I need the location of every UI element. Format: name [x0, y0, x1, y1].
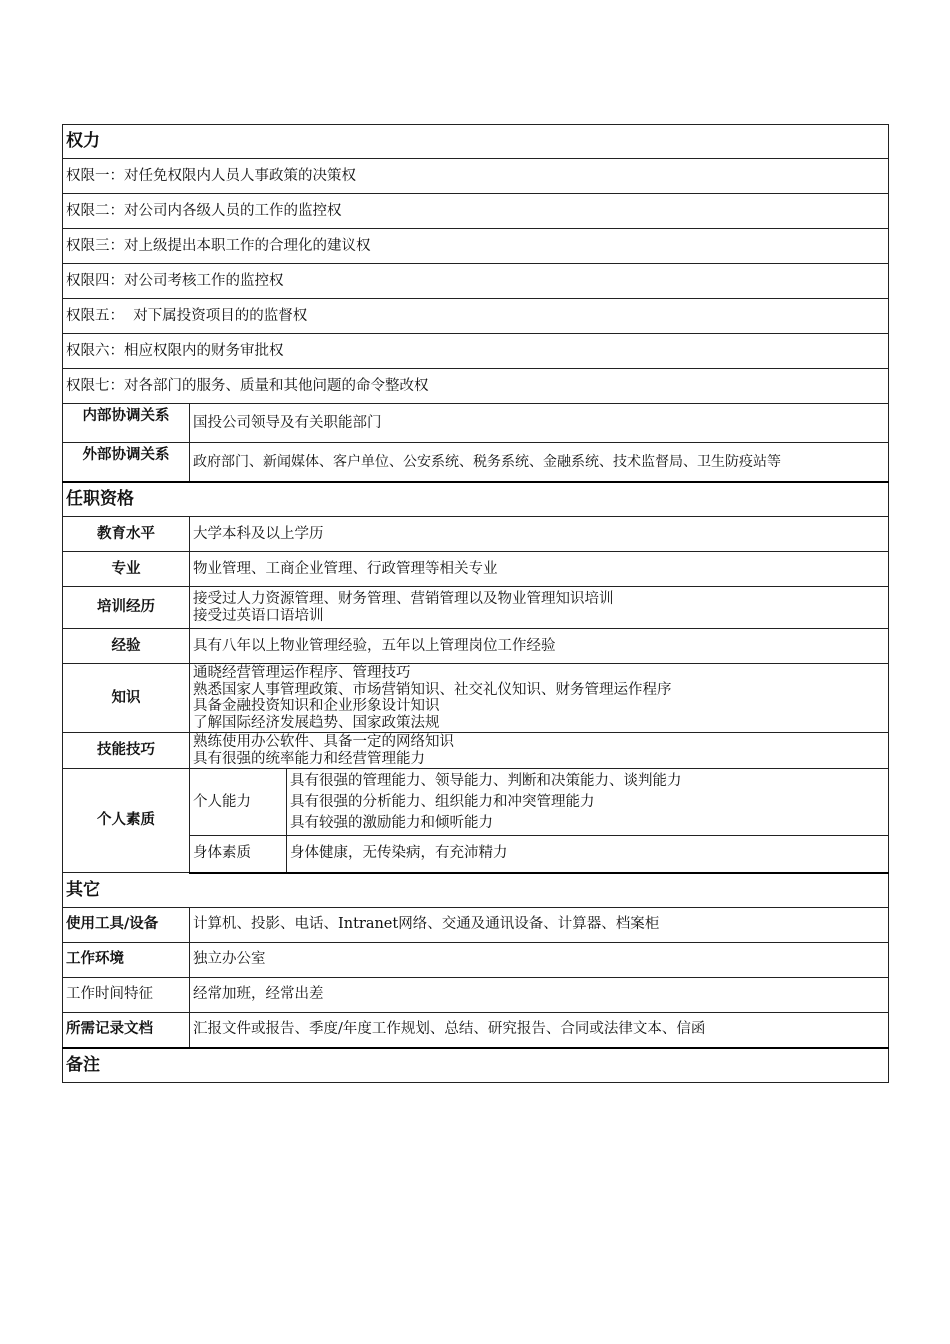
knowledge-line: 了解国际经济发展趋势、国家政策法规: [193, 714, 440, 731]
training-line: 接受过人力资源管理、财务管理、营销管理以及物业管理知识培训: [193, 591, 614, 607]
work-time-label: 工作时间特征: [63, 977, 190, 1012]
power-item-7: 权限七：对各部门的服务、质量和其他问题的命令整改权: [63, 369, 889, 404]
tools-label: 使用工具/设备: [63, 907, 190, 942]
internal-relation-value: 国投公司领导及有关职能部门: [190, 404, 889, 443]
section-title-other: 其它: [63, 873, 889, 908]
ability-label: 个人能力: [190, 769, 287, 836]
skills-value: [190, 733, 889, 769]
tools-value: 计算机、投影、电话、Intranet网络、交通及通讯设备、计算器、档案柜: [190, 907, 889, 942]
ability-line: 具有很强的管理能力、领导能力、判断和决策能力、谈判能力: [290, 772, 682, 789]
external-relation-label: 外部协调关系: [63, 443, 190, 483]
records-label: 所需记录文档: [63, 1012, 190, 1048]
power-item-2: 权限二：对公司内各级人员的工作的监控权: [63, 194, 889, 229]
power-item-6: 权限六：相应权限内的财务审批权: [63, 334, 889, 369]
knowledge-line: 熟悉国家人事管理政策、市场营销知识、社交礼仪知识、财务管理运作程序: [193, 681, 672, 698]
experience-value: 具有八年以上物业管理经验，五年以上管理岗位工作经验: [190, 629, 889, 664]
skills-label: 技能技巧: [63, 733, 190, 769]
records-value: 汇报文件或报告、季度/年度工作规划、总结、研究报告、合同或法律文本、信函: [190, 1012, 889, 1048]
power-item-1: 权限一：对任免权限内人员人事政策的决策权: [63, 159, 889, 194]
major-value: 物业管理、工商企业管理、行政管理等相关专业: [190, 552, 889, 587]
environment-label: 工作环境: [63, 942, 190, 977]
section-title-qualification: 任职资格: [63, 482, 889, 517]
experience-label: 经验: [63, 629, 190, 664]
physical-value: 身体健康，无传染病，有充沛精力: [287, 836, 889, 873]
education-value: 大学本科及以上学历: [190, 517, 889, 552]
training-label: 培训经历: [63, 587, 190, 629]
skills-line: 具有很强的统率能力和经营管理能力: [193, 750, 425, 767]
training-value: [190, 587, 889, 629]
ability-line: 具有较强的激励能力和倾听能力: [290, 814, 493, 831]
power-item-4: 权限四：对公司考核工作的监控权: [63, 264, 889, 299]
physical-label: 身体素质: [190, 836, 287, 873]
knowledge-value: [190, 664, 889, 733]
internal-relation-label: 内部协调关系: [63, 404, 190, 443]
ability-line: 具有很强的分析能力、组织能力和冲突管理能力: [290, 793, 595, 810]
major-label: 专业: [63, 552, 190, 587]
external-relation-value: 政府部门、新闻媒体、客户单位、公安系统、税务系统、金融系统、技术监督局、卫生防疫站等: [190, 443, 889, 483]
power-item-3: 权限三：对上级提出本职工作的合理化的建议权: [63, 229, 889, 264]
section-title-power: 权力: [63, 125, 889, 159]
section-title-remarks: 备注: [63, 1048, 889, 1083]
power-item-5: 权限五： 对下属投资项目的的监督权: [63, 299, 889, 334]
job-description-sheet: [62, 124, 888, 1083]
knowledge-line: 通晓经营管理运作程序、管理技巧: [193, 665, 411, 681]
job-table: [62, 124, 889, 1083]
environment-value: 独立办公室: [190, 942, 889, 977]
personal-quality-label: 个人素质: [63, 769, 190, 873]
education-label: 教育水平: [63, 517, 190, 552]
skills-line: 熟练使用办公软件、具备一定的网络知识: [193, 734, 454, 750]
training-line: 接受过英语口语培训: [193, 607, 324, 624]
ability-value: [287, 769, 889, 836]
knowledge-label: 知识: [63, 664, 190, 733]
work-time-value: 经常加班，经常出差: [190, 977, 889, 1012]
knowledge-line: 具备金融投资知识和企业形象设计知识: [193, 698, 440, 714]
